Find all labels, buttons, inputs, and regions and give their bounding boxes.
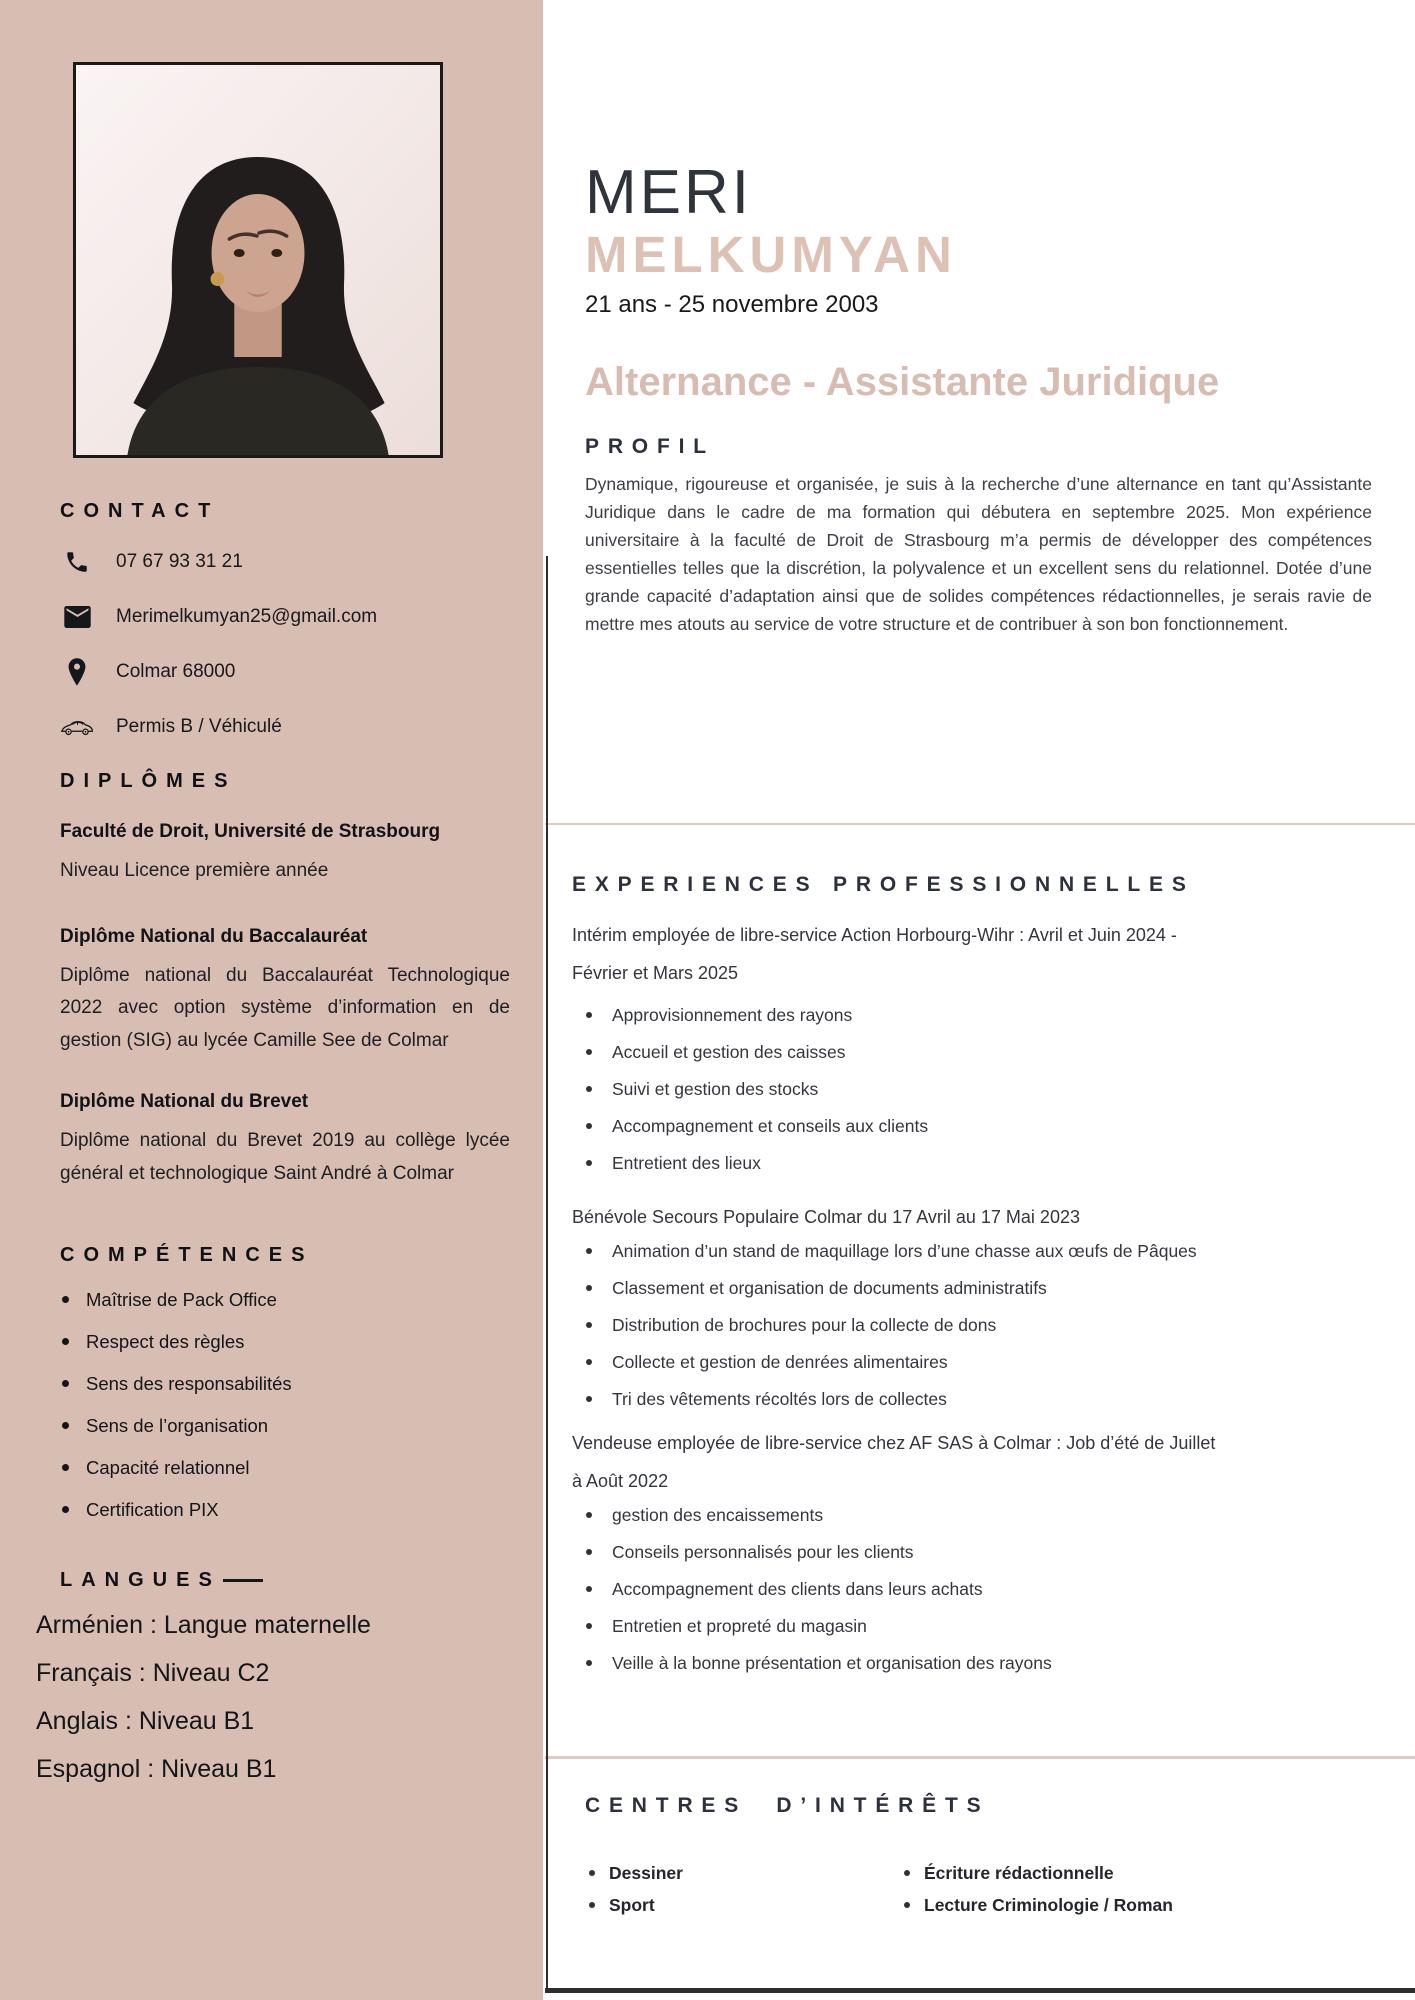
job-duty: Tri des vêtements récoltés lors de collectes xyxy=(572,1388,1372,1410)
skill-item: Sens des responsabilités xyxy=(60,1373,543,1395)
profile-text: Dynamique, rigoureuse et organisée, je suis à la recherche d’une alternance en tant qu’Assistante Juridique dans le cadre de ma formation qui débutera en septembre 2025. Mon expérience universitaire à la faculté de Droit de Strasbourg m’a permis de développer des compétences essentielles telles que la discrétion, la polyvalence et un excellent sens du relationnel. Dotée d’une grande capacité d’adaptation ainsi que de solides compétences rédactionnelles, je serais ravie de mettre mes atouts au service de votre structure et de contribuer à son bon fonctionnement. xyxy=(585,474,1372,634)
interest-item: Lecture Criminologie / Roman xyxy=(900,1893,1173,1917)
main-column xyxy=(543,0,1415,638)
portrait-illustration xyxy=(76,65,440,455)
interests-section xyxy=(585,1793,1355,1925)
job-duty: Entretient des lieux xyxy=(572,1152,1372,1174)
diplomas-heading: DIPLÔMES xyxy=(60,770,237,792)
first-name: MERI xyxy=(585,158,752,227)
section-divider-top xyxy=(545,823,1415,825)
job-duty: Accompagnement et conseils aux clients xyxy=(572,1115,1372,1137)
car-icon xyxy=(60,715,94,739)
job-duty: Entretien et propreté du magasin xyxy=(572,1615,1372,1637)
job-title-line: à Août 2022 xyxy=(572,1471,669,1491)
job-duty: Suivi et gestion des stocks xyxy=(572,1078,1372,1100)
diploma-description: Diplôme national du Brevet 2019 au collège lycée général et technologique Saint André à Colmar xyxy=(60,1130,510,1184)
diploma-description: Niveau Licence première année xyxy=(60,860,329,881)
job-title-line: Février et Mars 2025 xyxy=(572,963,739,983)
diploma-title: Diplôme National du Baccalauréat xyxy=(60,925,368,947)
bottom-frame-line xyxy=(545,1988,1415,1993)
job-duty: Veille à la bonne présentation et organisation des rayons xyxy=(572,1652,1372,1674)
languages-list xyxy=(36,1610,543,1784)
language-item: Espagnol : Niveau B1 xyxy=(36,1755,277,1783)
diploma-title: Diplôme National du Brevet xyxy=(60,1091,309,1112)
languages-heading-label: LANGUES xyxy=(60,1569,221,1591)
diploma-description: Diplôme national du Baccalauréat Technologique 2022 avec option système d’information en de gestion (SIG) au lycée Camille See de Colmar xyxy=(60,964,510,1051)
skills-list xyxy=(60,1289,543,1521)
driving-license-text: Permis B / Véhiculé xyxy=(116,716,282,737)
job-title-line: Bénévole Secours Populaire Colmar du 17 Avril au 17 Mai 2023 xyxy=(572,1207,1080,1227)
job-duties-list xyxy=(572,1004,1372,1174)
phone-icon xyxy=(60,549,94,575)
envelope-icon xyxy=(60,606,94,628)
job-duty: Accueil et gestion des caisses xyxy=(572,1041,1372,1063)
skill-item: Maîtrise de Pack Office xyxy=(60,1289,543,1311)
contact-item-location xyxy=(60,657,543,687)
experiences-heading: EXPERIENCES PROFESSIONNELLES xyxy=(572,873,1195,896)
job-title-line: Intérim employée de libre-service Action Horbourg-Wihr : Avril et Juin 2024 - xyxy=(572,925,1177,945)
contact-item-driving xyxy=(60,712,543,742)
job-duty: Approvisionnement des rayons xyxy=(572,1004,1372,1026)
interests-list-left xyxy=(585,1861,900,1925)
location-text: Colmar 68000 xyxy=(116,661,236,682)
interests-list-right xyxy=(900,1861,1173,1925)
interest-item: Dessiner xyxy=(585,1861,900,1885)
skill-item: Certification PIX xyxy=(60,1499,543,1521)
skill-item: Capacité relationnel xyxy=(60,1457,543,1479)
job-duty: Animation d’un stand de maquillage lors d’une chasse aux œufs de Pâques xyxy=(572,1240,1372,1262)
job-duty: Accompagnement des clients dans leurs achats xyxy=(572,1578,1372,1600)
language-item: Arménien : Langue maternelle xyxy=(36,1611,371,1639)
phone-number: 07 67 93 31 21 xyxy=(116,551,243,572)
job-title-line: Vendeuse employée de libre-service chez AF SAS à Colmar : Job d’été de Juillet xyxy=(572,1433,1216,1453)
contact-list xyxy=(60,547,543,742)
interests-heading: CENTRES D’INTÉRÊTS xyxy=(585,1794,990,1817)
interest-item: Écriture rédactionnelle xyxy=(900,1861,1173,1885)
last-name: MELKUMYAN xyxy=(585,226,957,283)
interest-item: Sport xyxy=(585,1893,900,1917)
language-item: Anglais : Niveau B1 xyxy=(36,1707,255,1735)
job-duties-list xyxy=(572,1240,1372,1410)
job-duty: gestion des encaissements xyxy=(572,1504,1372,1526)
target-position-title: Alternance - Assistante Juridique xyxy=(585,360,1220,404)
job-duty: Conseils personnalisés pour les clients xyxy=(572,1541,1372,1563)
job-duties-list xyxy=(572,1504,1372,1674)
diploma-list xyxy=(60,819,510,1190)
contact-item-phone xyxy=(60,547,543,577)
age-birthdate: 21 ans - 25 novembre 2003 xyxy=(585,291,879,318)
skills-heading: COMPÉTENCES xyxy=(60,1244,314,1266)
vertical-frame-line xyxy=(546,556,548,1993)
language-item: Français : Niveau C2 xyxy=(36,1659,270,1687)
email-address: Merimelkumyan25@gmail.com xyxy=(116,606,378,627)
contact-item-email xyxy=(60,602,543,632)
heading-dash-rule xyxy=(223,1579,263,1582)
skill-item: Sens de l’organisation xyxy=(60,1415,543,1437)
sidebar xyxy=(0,0,543,2000)
contact-heading: CONTACT xyxy=(60,500,220,522)
section-divider-bottom xyxy=(545,1756,1415,1759)
map-pin-icon xyxy=(60,658,94,686)
job-duty: Classement et organisation de documents administratifs xyxy=(572,1277,1372,1299)
diploma-title: Faculté de Droit, Université de Strasbourg xyxy=(60,821,441,842)
interests-columns xyxy=(585,1861,1355,1925)
experiences-section xyxy=(572,872,1372,1689)
languages-heading xyxy=(60,1569,543,1592)
skill-item: Respect des règles xyxy=(60,1331,543,1353)
job-duty: Distribution de brochures pour la collecte de dons xyxy=(572,1314,1372,1336)
profile-photo xyxy=(73,62,443,458)
job-duty: Collecte et gestion de denrées alimentaires xyxy=(572,1351,1372,1373)
profile-heading: PROFIL xyxy=(585,435,715,458)
